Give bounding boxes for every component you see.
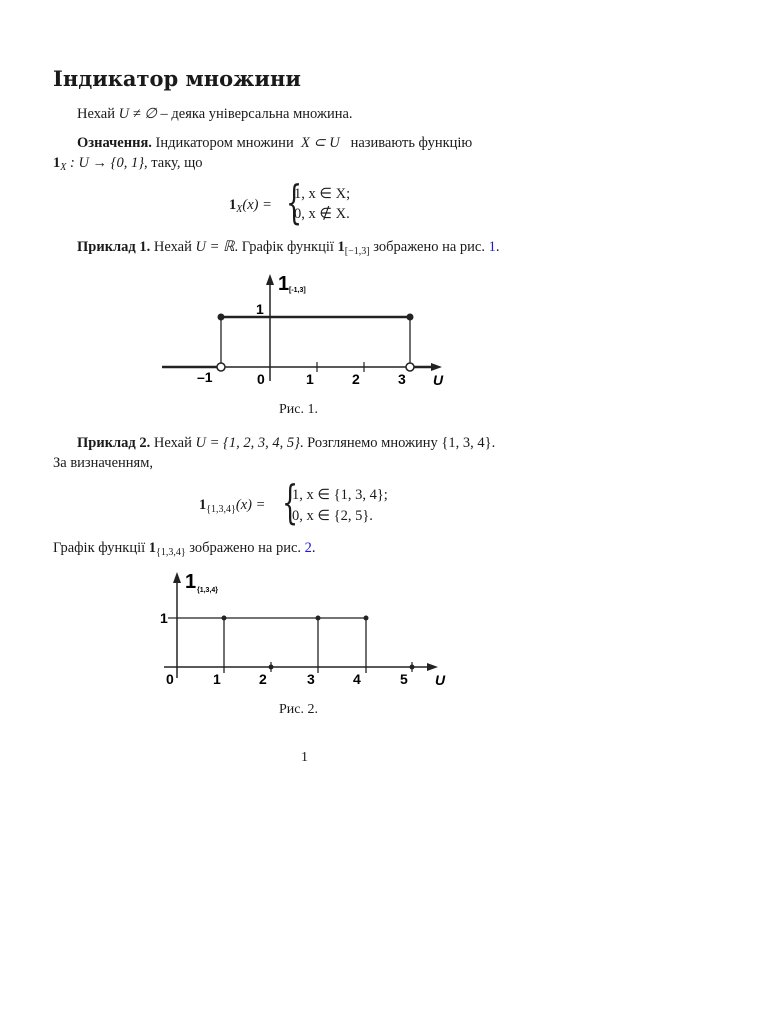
figure1-graph <box>150 268 460 393</box>
figure2-x-tick-label: 1 <box>213 671 221 687</box>
figure2-point-4 <box>364 616 369 621</box>
figure2-y-arrow <box>173 572 181 583</box>
figure2-x-tick-label: 5 <box>400 671 408 687</box>
figure2-y-tick-label: 1 <box>160 610 168 626</box>
example1-func-sub: [−1,3] <box>344 246 370 257</box>
graph-text3: . <box>311 540 316 556</box>
formula2-brace: { <box>282 475 299 529</box>
page-title: Індикатор множини <box>53 66 301 91</box>
example1-paragraph <box>77 237 499 262</box>
definition-line2-text: , таку, що <box>144 155 203 171</box>
figure1-y-label-sub: [-1,3] <box>289 287 306 294</box>
formula2-arg: (x) = <box>235 497 266 513</box>
figure2-y-label-sub: {1,3,4} <box>197 587 219 594</box>
example2-text3: . <box>491 435 496 451</box>
figure1-closed-point-left <box>218 314 225 321</box>
example2-case2: 0, x ∈ {2, 5}. <box>292 508 373 524</box>
figure1-x-tick-label: 1 <box>306 371 314 387</box>
definition-line1 <box>77 133 555 153</box>
example1-text3: зображено на рис. <box>369 239 489 255</box>
figure2-x-tick-label: 0 <box>166 671 174 687</box>
figure2-caption: Рис. 2. <box>279 702 318 717</box>
intro-suffix: – деяка універсальна множина. <box>156 106 353 122</box>
figure1-x-tick-label: 3 <box>398 371 406 387</box>
example2-math1: U = {1, 2, 3, 4, 5} <box>195 435 300 451</box>
example1-label: Приклад 1. <box>77 239 151 255</box>
figure1-caption: Рис. 1. <box>279 402 318 417</box>
graph-func-sub: {1,3,4} <box>156 547 186 558</box>
formula-arg: (x) = <box>242 197 272 213</box>
example1-text4: . <box>495 239 500 255</box>
figure2-point-1 <box>222 616 227 621</box>
definition-formula-lhs <box>229 195 272 220</box>
figure1-x-axis-label: U <box>433 372 444 388</box>
formula-brace: { <box>286 175 303 229</box>
figure1-y-label: 1 <box>278 273 290 295</box>
intro-math: U ≠ ∅ <box>118 106 157 122</box>
example2-formula-lhs <box>199 495 265 520</box>
formula2-sub: {1,3,4} <box>206 504 236 515</box>
figure1-ref-link[interactable]: 1 <box>488 239 496 255</box>
figure1-y-tick-label: 1 <box>256 301 264 317</box>
example2-math2: {1, 3, 4} <box>441 435 492 451</box>
definition-case2: 0, x ∉ X. <box>294 206 350 222</box>
example2-text1: Нехай <box>150 435 196 451</box>
figure2-x-arrow <box>427 663 438 671</box>
figure1-x-tick-label: –1 <box>197 369 213 385</box>
figure2-graph <box>150 568 460 693</box>
figure2-x-tick-label: 3 <box>307 671 315 687</box>
figure2-x-tick-label: 4 <box>353 671 361 687</box>
formula-one: 1 <box>229 197 237 213</box>
intro-paragraph <box>77 104 353 124</box>
example2-case1: 1, x ∈ {1, 3, 4}; <box>292 487 388 503</box>
figure1-closed-point-right <box>407 314 414 321</box>
example2-text2: . Розглянемо множину <box>299 435 442 451</box>
figure2-x-tick-label: 2 <box>259 671 267 687</box>
graph-func: 1 <box>148 540 157 556</box>
figure2-point-5 <box>410 665 415 670</box>
figure2-point-2 <box>269 665 274 670</box>
example2-graph-sentence <box>53 538 316 563</box>
example2-line2: За визначенням, <box>53 455 153 471</box>
figure1-y-arrow <box>266 274 274 285</box>
definition-label: Означення. <box>77 135 152 151</box>
formula2-one: 1 <box>199 497 207 513</box>
figure2-y-label: 1 <box>185 571 197 593</box>
definition-math1: X ⊂ U <box>300 135 340 151</box>
figure1-x-tick-label: 0 <box>257 371 265 387</box>
graph-text2: зображено на рис. <box>185 540 305 556</box>
example1-text2: . Графік функції <box>234 239 338 255</box>
definition-func-sub: X <box>60 162 67 173</box>
definition-case1: 1, x ∈ X; <box>294 186 351 202</box>
example1-math1: U = ℝ <box>195 239 235 255</box>
page-number: 1 <box>301 750 308 765</box>
graph-text1: Графік функції <box>53 540 149 556</box>
example1-text1: Нехай <box>150 239 196 255</box>
example1-func: 1 <box>337 239 345 255</box>
figure1-open-point-right <box>406 363 414 371</box>
formula-sub: X <box>236 204 243 215</box>
definition-mapping: : U → {0, 1} <box>66 155 145 171</box>
figure2-point-3 <box>316 616 321 621</box>
figure2-ref-link[interactable]: 2 <box>304 540 312 556</box>
definition-func: 1 <box>53 155 61 171</box>
definition-text2: називають функцію <box>346 135 473 151</box>
figure1-x-tick-label: 2 <box>352 371 360 387</box>
definition-text1: Індикатором множини <box>151 135 298 151</box>
example2-paragraph <box>77 433 495 453</box>
intro-prefix: Нехай <box>77 106 119 122</box>
definition-line2 <box>53 153 203 178</box>
figure2-x-axis-label: U <box>435 672 446 688</box>
example2-label: Приклад 2. <box>77 435 151 451</box>
figure1-open-point-left <box>217 363 225 371</box>
